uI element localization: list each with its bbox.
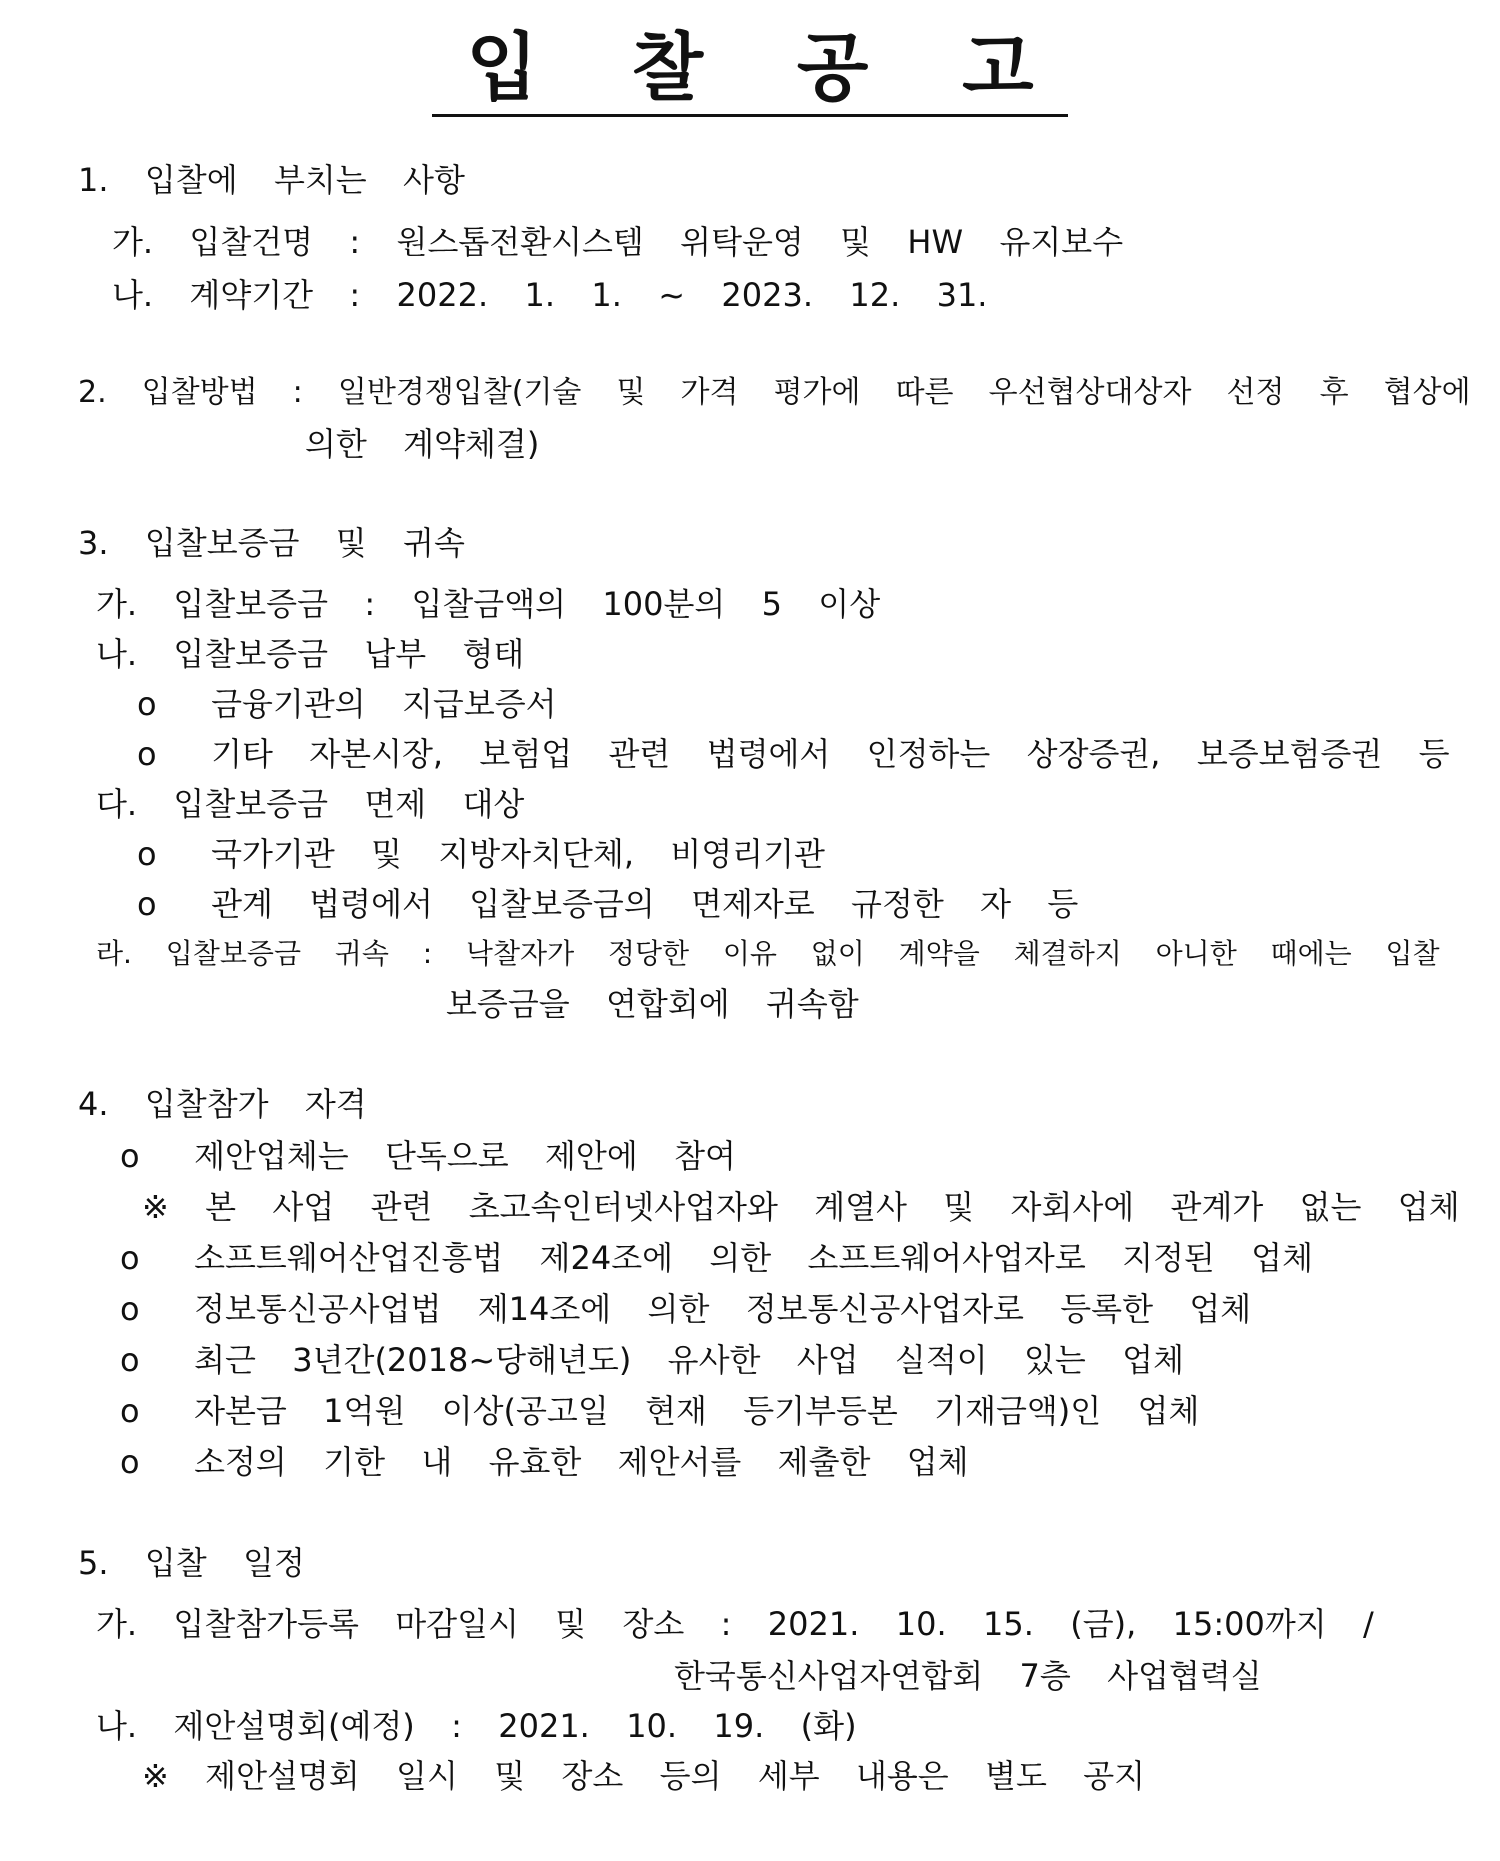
- section-3-item-b-bullet-1: o 금융기관의 지급보증서: [137, 685, 557, 723]
- section-1-item-a: 가. 입찰건명 : 원스톱전환시스템 위탁운영 및 HW 유지보수: [112, 223, 1124, 261]
- section-3-item-a: 가. 입찰보증금 : 입찰금액의 100분의 5 이상: [96, 585, 881, 623]
- section-5-heading: 5. 입찰 일정: [78, 1544, 305, 1582]
- document-title: [0, 22, 1500, 117]
- section-4-bullet-2: o 소프트웨어산업진흥법 제24조에 의한 소프트웨어사업자로 지정된 업체: [120, 1239, 1313, 1277]
- section-3-item-c: 다. 입찰보증금 면제 대상: [96, 785, 525, 823]
- section-4-note: ※ 본 사업 관련 초고속인터넷사업자와 계열사 및 자회사에 관계가 없는 업체: [142, 1188, 1460, 1226]
- section-2-line-2: 의한 계약체결): [305, 425, 540, 463]
- section-3-item-d-line-1: 라. 입찰보증금 귀속 : 낙찰자가 정당한 이유 없이 계약을 체결하지 아니한 때에는 입찰: [96, 937, 1440, 970]
- section-3-item-c-bullet-1: o 국가기관 및 지방자치단체, 비영리기관: [137, 835, 825, 873]
- section-3-item-b-bullet-2: o 기타 자본시장, 보험업 관련 법령에서 인정하는 상장증권, 보증보험증권 등: [137, 735, 1450, 773]
- section-5-note: ※ 제안설명회 일시 및 장소 등의 세부 내용은 별도 공지: [142, 1757, 1146, 1795]
- section-3-heading: 3. 입찰보증금 및 귀속: [78, 524, 465, 562]
- section-1-item-b: 나. 계약기간 : 2022. 1. 1. ~ 2023. 12. 31.: [112, 276, 988, 314]
- section-2-line-1: 2. 입찰방법 : 일반경쟁입찰(기술 및 가격 평가에 따른 우선협상대상자 선정 후 협상에: [78, 375, 1471, 410]
- section-3-item-c-bullet-2: o 관계 법령에서 입찰보증금의 면제자로 규정한 자 등: [137, 885, 1079, 923]
- section-4-bullet-6: o 소정의 기한 내 유효한 제안서를 제출한 업체: [120, 1443, 969, 1481]
- section-4-heading: 4. 입찰참가 자격: [78, 1085, 367, 1123]
- section-5-item-a-line-1: 가. 입찰참가등록 마감일시 및 장소 : 2021. 10. 15. (금), 15:00까지 /: [96, 1605, 1374, 1643]
- document-title-text: 입 찰 공 고: [432, 22, 1067, 117]
- section-5-item-a-line-2: 한국통신사업자연합회 7층 사업협력실: [674, 1657, 1262, 1695]
- section-4-bullet-4: o 최근 3년간(2018~당해년도) 유사한 사업 실적이 있는 업체: [120, 1341, 1184, 1379]
- section-4-bullet-3: o 정보통신공사업법 제14조에 의한 정보통신공사업자로 등록한 업체: [120, 1290, 1252, 1328]
- section-3-item-b: 나. 입찰보증금 납부 형태: [96, 635, 525, 673]
- section-3-item-d-line-2: 보증금을 연합회에 귀속함: [446, 985, 859, 1023]
- section-4-bullet-5: o 자본금 1억원 이상(공고일 현재 등기부등본 기재금액)인 업체: [120, 1392, 1200, 1430]
- section-5-item-b: 나. 제안설명회(예정) : 2021. 10. 19. (화): [96, 1707, 857, 1745]
- section-4-bullet-1: o 제안업체는 단독으로 제안에 참여: [120, 1137, 736, 1175]
- section-1-heading: 1. 입찰에 부치는 사항: [78, 161, 465, 199]
